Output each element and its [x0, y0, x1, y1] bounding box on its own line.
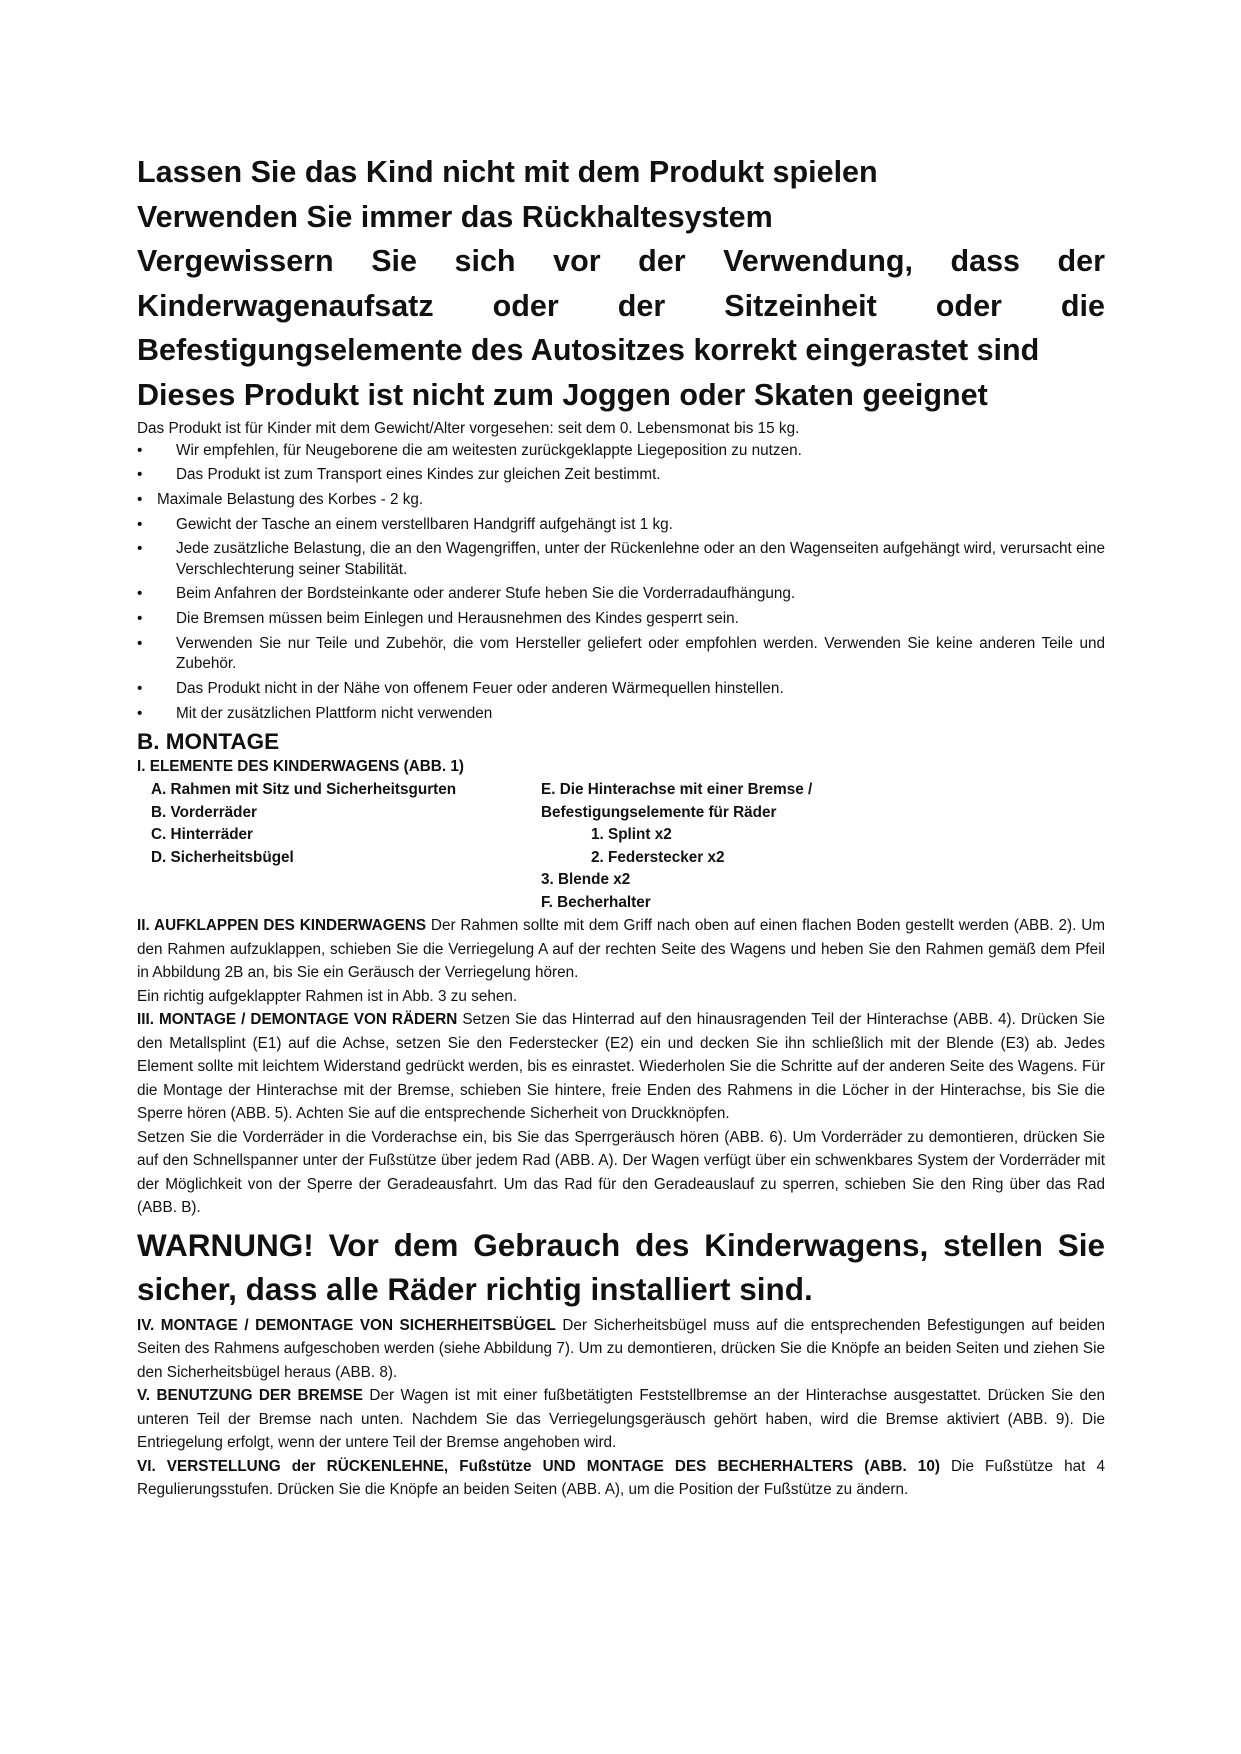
element-item: B. Vorderräder — [151, 803, 257, 821]
elements-left-column — [137, 779, 541, 914]
intro-text: Das Produkt ist für Kinder mit dem Gewicht/Alter vorgesehen: seit dem 0. Lebensmonat bis 15 kg. — [137, 420, 800, 437]
section-text: Der Sicherheitsbügel muss auf die entsprechenden Befestigungen auf beiden Seiten des Rahmens aufgeschoben werden (siehe Abbildung 7). Um zu demontieren, drücken Sie die Knöpfe an beiden Seiten und ziehen Sie den Sicherheitsbügel heraus (ABB. 8). — [137, 1316, 1105, 1381]
section-raeder-front: Setzen Sie die Vorderräder in die Vorderachse ein, bis Sie das Sperrgeräusch hören (ABB. 6). Um Vorderräder zu demontieren, drücken Sie auf den Schnellspanner unter der Fußstütze über jedem Rad (ABB. A). Der Wagen verfügt über ein schwenkbares System der Vorderräder mit der Möglichkeit von der Sperre der Geradeausfahrt. Um das Rad für den Geradeauslauf zu sperren, schieben Sie den Ring über das Rad (ABB. B). — [137, 1128, 1105, 1217]
elements-list — [137, 779, 1105, 914]
element-item: F. Becherhalter — [541, 893, 651, 911]
section-text: Der Rahmen sollte mit dem Griff nach oben auf einen flachen Boden gestellt werden (ABB. 2). Um den Rahmen aufzuklappen, schieben Sie die Verriegelung A auf der rechten Seite des Wagens und heben Sie den Rahmen gemäß dem Pfeil in Abbildung 2B an, bis Sie ein Geräusch der Verriegelung hören. — [137, 917, 1106, 982]
list-item: • Das Produkt nicht in der Nähe von offenem Feuer oder anderen Wärmequellen hinstellen. — [137, 679, 1105, 700]
list-item: • Die Bremsen müssen beim Einlegen und Herausnehmen des Kindes gesperrt sein. — [137, 609, 1105, 630]
list-item: • Verwenden Sie nur Teile und Zubehör, die vom Hersteller geliefert oder empfohlen werden. Verwenden Sie keine anderen Teile und Zubehör. — [137, 634, 1105, 675]
section-aufklappen — [137, 914, 1105, 985]
section-raeder — [137, 1008, 1105, 1126]
element-item: C. Hinterräder — [151, 826, 254, 844]
element-subitem: 1. Splint x2 — [591, 826, 672, 844]
list-item: • Jede zusätzliche Belastung, die an den Wagengriffen, unter der Rückenlehne oder an den Wagenseiten aufgehängt wird, verursacht eine Verschlechterung seiner Stabilität. — [137, 539, 1105, 580]
warning-heading-3: Vergewissern Sie sich vor der Verwendung, dass der Kinderwagenaufsatz oder der Sitzeinheit oder die Befestigungselemente des Autositzes korrekt eingerastet sind — [137, 244, 1105, 367]
list-item: • Beim Anfahren der Bordsteinkante oder anderer Stufe heben Sie die Vorderradaufhängung. — [137, 584, 1105, 605]
elements-heading: I. ELEMENTE DES KINDERWAGENS (ABB. 1) — [137, 758, 464, 776]
safety-bullet-list — [137, 441, 1105, 725]
manual-page — [137, 150, 1105, 1502]
section-aufklappen-note: Ein richtig aufgeklappter Rahmen ist in Abb. 3 zu sehen. — [137, 987, 518, 1005]
section-title: IV. MONTAGE / DEMONTAGE VON SICHERHEITSBÜGEL — [137, 1316, 556, 1334]
section-text: Setzen Sie das Hinterrad auf den hinausragenden Teil der Hinterachse (ABB. 4). Drücken Sie den Metallsplint (E1) auf die Achse, setzen Sie den Federstecker (E2) ein und decken Sie ihn schließlich mit der Blende (E3) ab. Jedes Element sollte mit leichtem Widerstand gedrückt werden, bis es einrastet. Wiederholen Sie die Schritte auf der anderen Seite des Wagens. Für die Montage der Hinterachse mit der Bremse, schieben Sie hintere, freie Enden des Rahmens in die Löcher in der Hinterachse, bis Sie die Sperre hören (ABB. 5). Achten Sie auf die entsprechende Sicherheit von Druckknöpfen. — [137, 1011, 1105, 1123]
element-subitem: 2. Federstecker x2 — [591, 848, 725, 866]
section-sicherheitsbuegel — [137, 1314, 1105, 1385]
section-title: III. MONTAGE / DEMONTAGE VON RÄDERN — [137, 1011, 458, 1029]
section-rueckenlehne — [137, 1455, 1105, 1502]
warning-heading-4: Dieses Produkt ist nicht zum Joggen oder Skaten geeignet — [137, 377, 988, 412]
warning-heading-2: Verwenden Sie immer das Rückhaltesystem — [137, 199, 773, 234]
elements-right-column — [541, 779, 1105, 914]
warning-heading-1: Lassen Sie das Kind nicht mit dem Produkt spielen — [137, 155, 878, 189]
list-item: • Das Produkt ist zum Transport eines Kindes zur gleichen Zeit bestimmt. — [137, 465, 1105, 486]
element-item: D. Sicherheitsbügel — [151, 848, 294, 866]
list-item: • Maximale Belastung des Korbes - 2 kg. — [137, 490, 1105, 511]
section-text: Die Fußstütze hat 4 Regulierungsstufen. Drücken Sie die Knöpfe an beiden Seiten (ABB. A), um die Position der Fußstütze zu ändern. — [137, 1457, 1105, 1499]
section-title: II. AUFKLAPPEN DES KINDERWAGENS — [137, 917, 427, 935]
section-heading-montage: B. MONTAGE — [137, 729, 280, 755]
element-item: A. Rahmen mit Sitz und Sicherheitsgurten — [151, 781, 457, 799]
warning-wheels: WARNUNG! Vor dem Gebrauch des Kinderwagens, stellen Sie sicher, dass alle Räder richtig installiert sind. — [137, 1226, 1105, 1308]
list-item: • Mit der zusätzlichen Plattform nicht verwenden — [137, 704, 1105, 725]
section-bremse — [137, 1384, 1105, 1455]
list-item: • Gewicht der Tasche an einem verstellbaren Handgriff aufgehängt ist 1 kg. — [137, 515, 1105, 536]
element-item: Befestigungselemente für Räder — [541, 803, 777, 821]
element-item: 3. Blende x2 — [541, 871, 631, 889]
element-item: E. Die Hinterachse mit einer Bremse / — [541, 781, 813, 799]
section-text: Der Wagen ist mit einer fußbetätigten Feststellbremse an der Hinterachse ausgestattet. Drücken Sie den unteren Teil der Bremse nach unten. Nachdem Sie das Verriegelungsgeräusch gehört haben, wird die Bremse aktiviert (ABB. 9). Die Entriegelung erfolgt, wenn der untere Teil der Bremse angehoben wird. — [137, 1387, 1105, 1452]
section-title: V. BENUTZUNG DER BREMSE — [137, 1387, 364, 1405]
list-item: • Wir empfehlen, für Neugeborene die am weitesten zurückgeklappte Liegeposition zu nutzen. — [137, 441, 1105, 462]
section-title: VI. VERSTELLUNG der RÜCKENLEHNE, Fußstütze UND MONTAGE DES BECHERHALTERS (ABB. 10) — [137, 1457, 940, 1475]
